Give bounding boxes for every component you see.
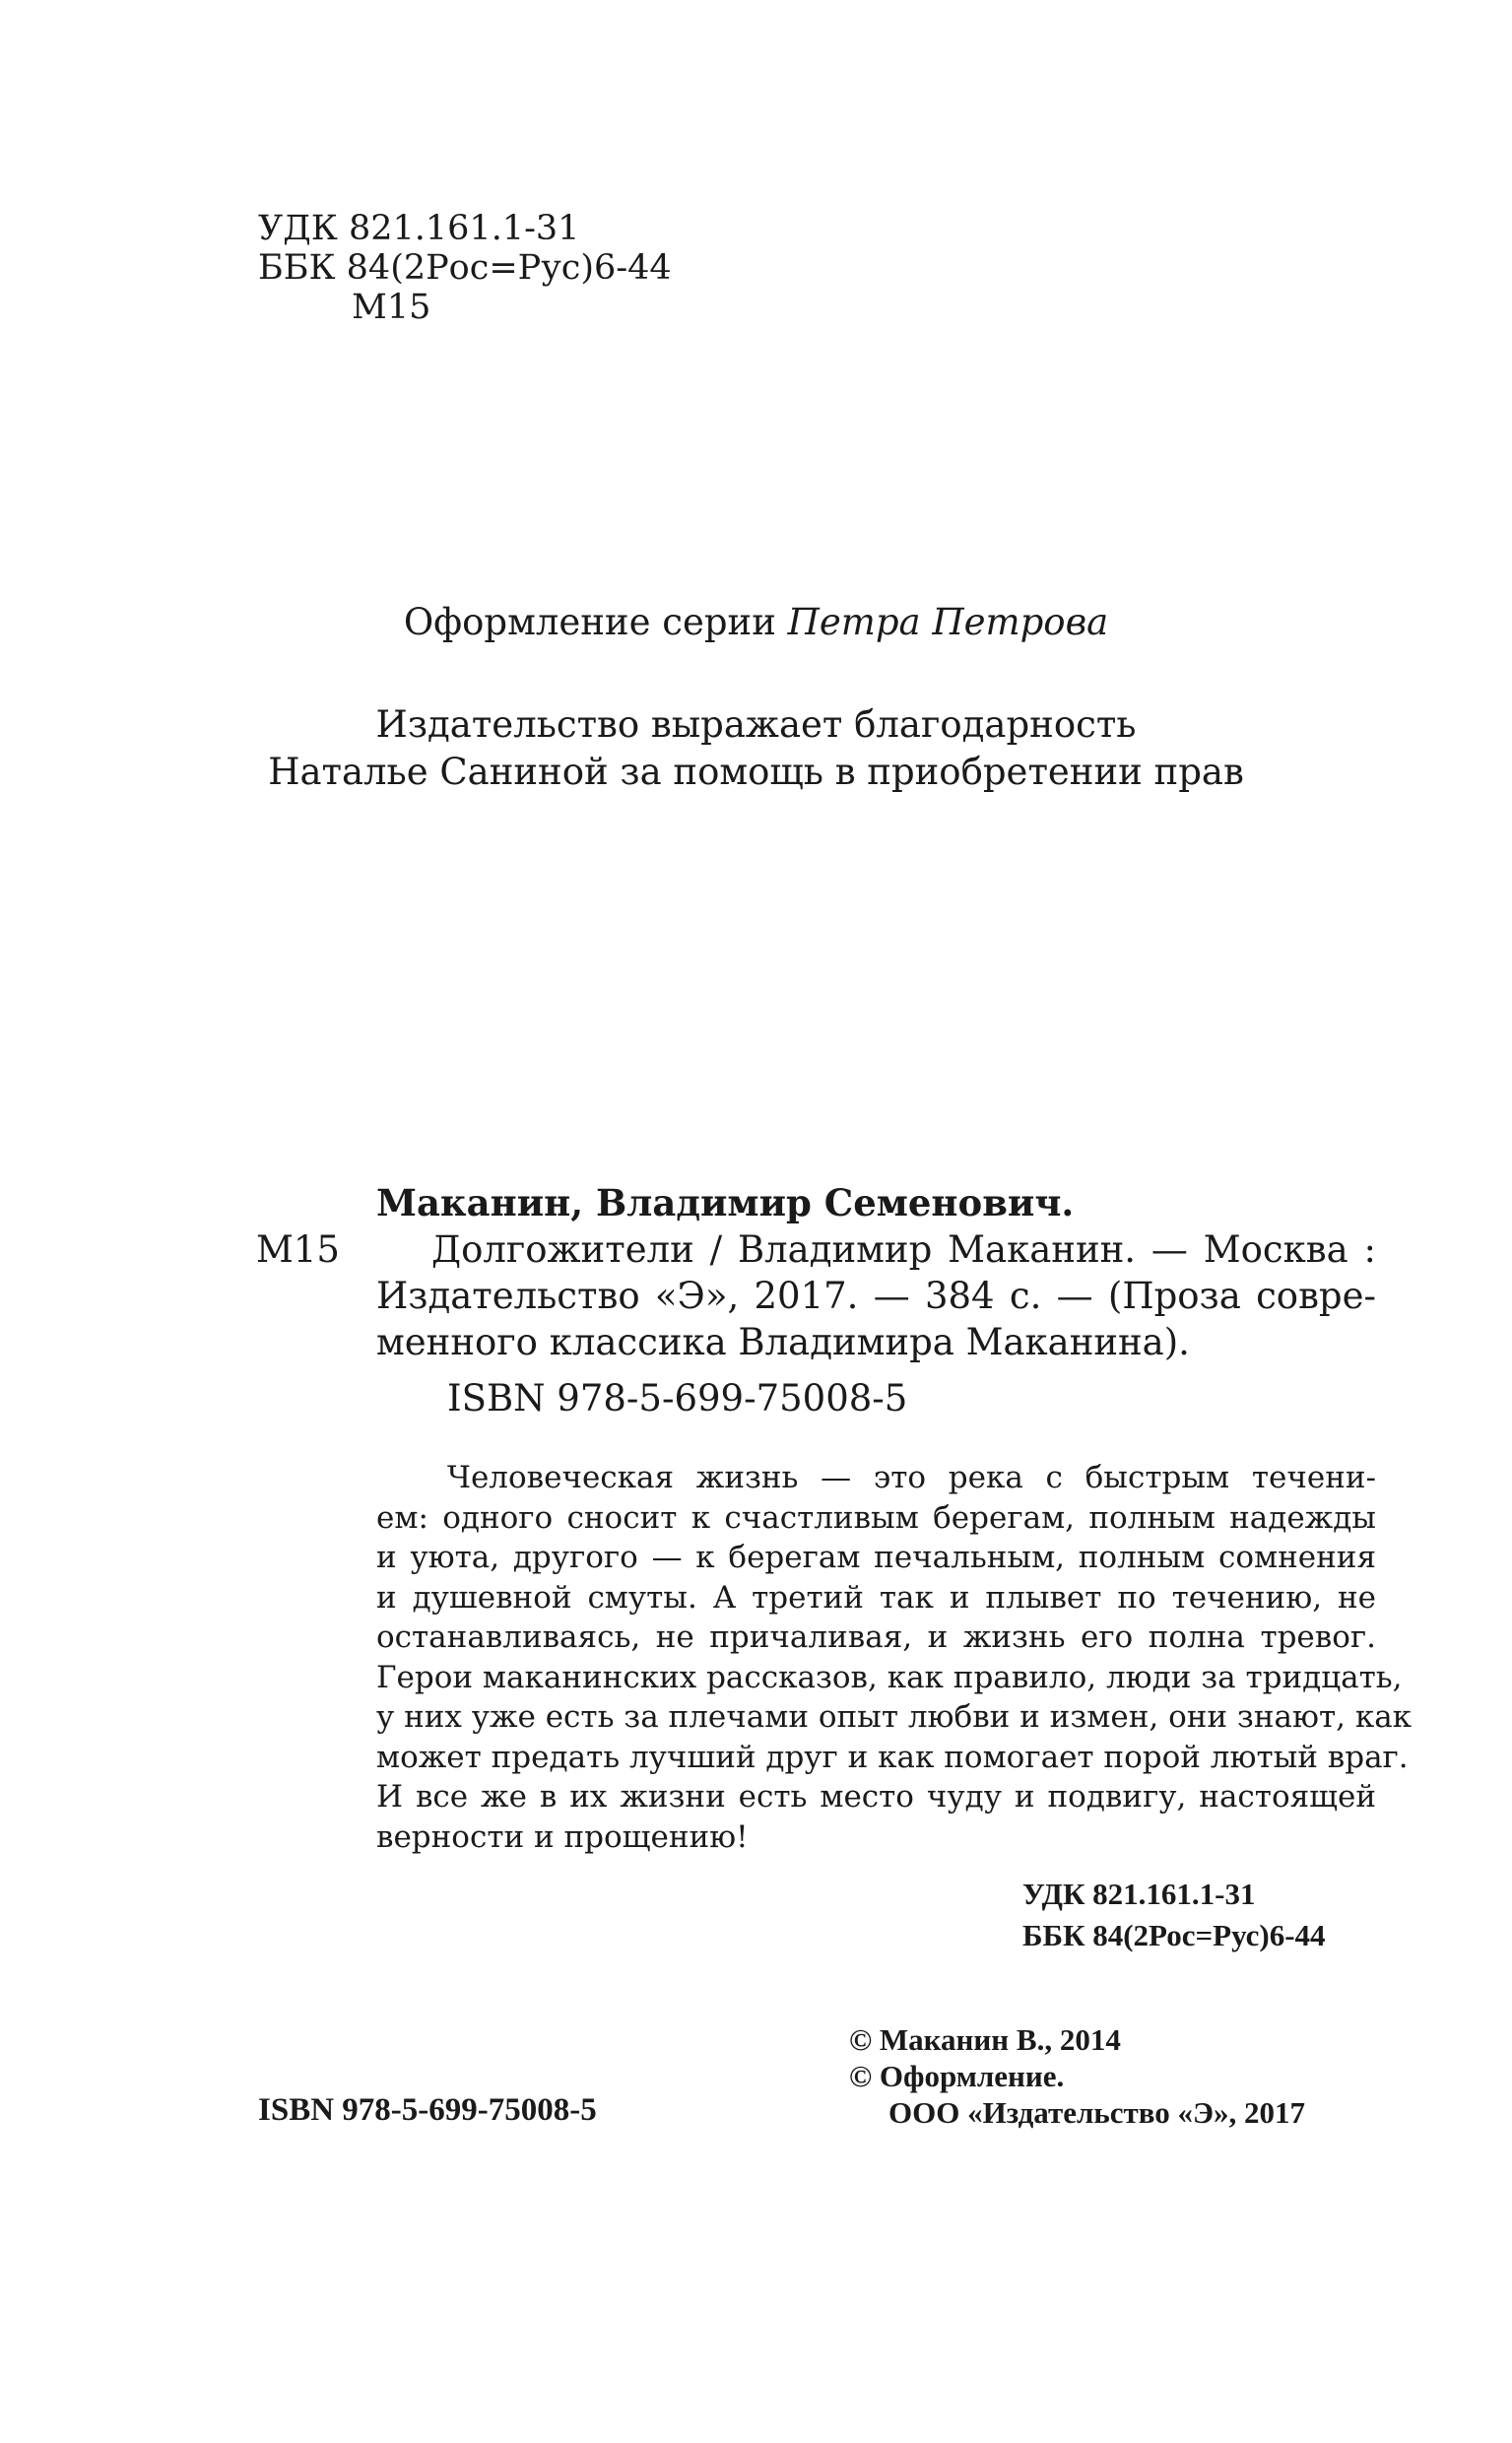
acknowledgement bbox=[0, 701, 1512, 796]
classification-codes-top bbox=[258, 209, 672, 327]
annotation-line: останавливаясь, не причаливая, и жизнь его полна тревог. bbox=[376, 1619, 1376, 1655]
series-designer-name: Петра Петрова bbox=[787, 601, 1109, 643]
classification-codes-bottom bbox=[1022, 1874, 1326, 1956]
bbk-code-bottom: ББК 84(2Рос=Рус)6-44 bbox=[1022, 1918, 1326, 1952]
record-description-line: Долгожители / Владимир Маканин. — Москва : bbox=[431, 1228, 1376, 1271]
copyright-line: ООО «Издательство «Э», 2017 bbox=[888, 2095, 1306, 2130]
author-mark: М15 bbox=[352, 288, 431, 327]
annotation-line: И все же в их жизни есть место чуду и подвигу, настоящей bbox=[376, 1779, 1376, 1815]
record-isbn: ISBN 978-5-699-75008-5 bbox=[447, 1377, 908, 1420]
annotation-line: у них уже есть за плечами опыт любви и измен, они знают, как bbox=[376, 1699, 1413, 1735]
series-design-prefix: Оформление серии bbox=[403, 601, 788, 643]
acknowledgement-line: Наталье Саниной за помощь в приобретении прав bbox=[268, 751, 1244, 793]
annotation-line: верности и прощению! bbox=[376, 1818, 749, 1855]
series-design-credit bbox=[0, 601, 1512, 643]
annotation-line: Герои маканинских рассказов, как правило, люди за тридцать, bbox=[376, 1659, 1403, 1695]
author-heading: Маканин, Владимир Семенович. bbox=[376, 1181, 1075, 1224]
record-description-line: Издательство «Э», 2017. — 384 с. — (Проза совре- bbox=[376, 1275, 1376, 1317]
bbk-code: ББК 84(2Рос=Рус)6-44 bbox=[258, 248, 672, 288]
record-description-line: менного классика Владимира Маканина). bbox=[376, 1321, 1190, 1363]
isbn-bottom: ISBN 978-5-699-75008-5 bbox=[258, 2092, 597, 2128]
copyright-line: © Оформление. bbox=[849, 2059, 1065, 2093]
udk-code-bottom: УДК 821.161.1-31 bbox=[1022, 1877, 1256, 1911]
annotation-line: и душевной смуты. А третий так и плывет по течению, не bbox=[376, 1579, 1376, 1616]
udk-code: УДК 821.161.1-31 bbox=[258, 209, 580, 248]
copyright-line: © Маканин В., 2014 bbox=[849, 2022, 1121, 2057]
annotation-line: и уюта, другого — к берегам печальным, полным сомнения bbox=[376, 1540, 1376, 1575]
annotation-line: ем: одного сносит к счастливым берегам, полным надежды bbox=[376, 1499, 1376, 1536]
record-author-mark: М15 bbox=[256, 1228, 340, 1271]
annotation bbox=[376, 1458, 1413, 1857]
annotation-line: Человеческая жизнь — это река с быстрым течени- bbox=[447, 1460, 1376, 1495]
copyright-block bbox=[849, 2021, 1305, 2131]
annotation-line: может предать лучший друг и как помогает порой лютый враг. bbox=[376, 1739, 1409, 1775]
acknowledgement-line: Издательство выражает благодарность bbox=[375, 703, 1137, 746]
bibliographic-record bbox=[256, 1180, 1376, 1421]
